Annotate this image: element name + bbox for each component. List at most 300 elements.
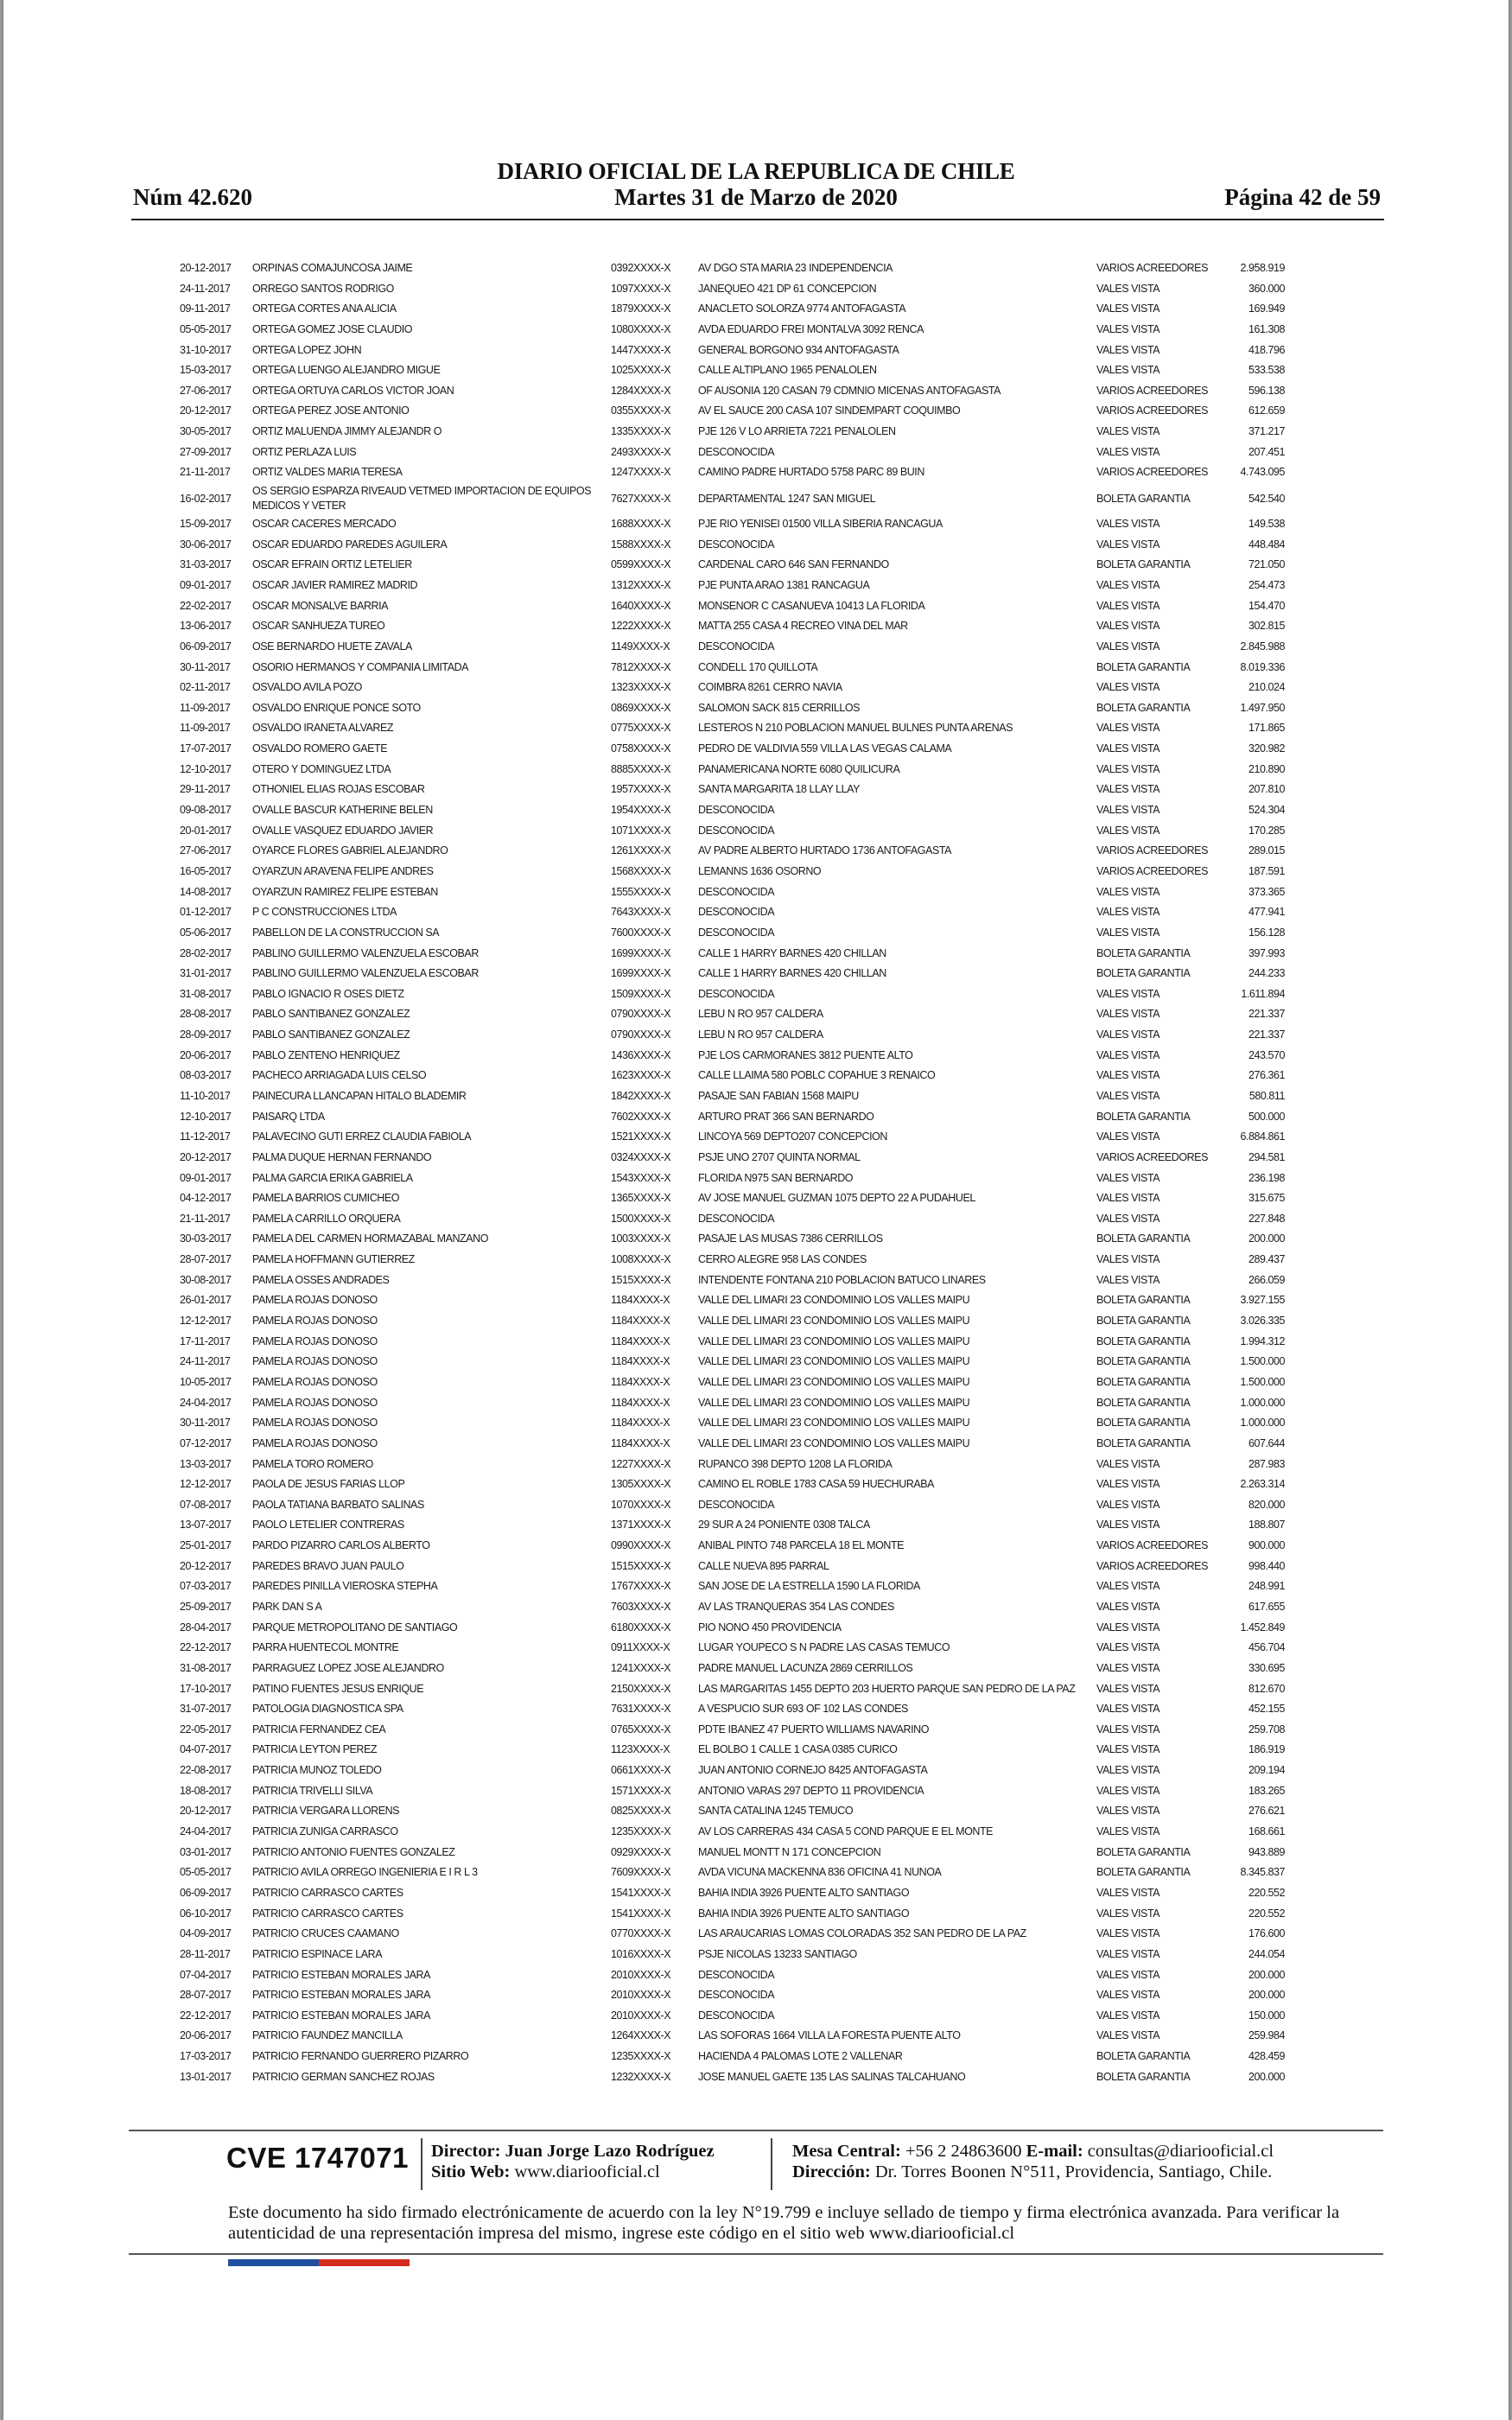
amount-cell: 1.500.000 [1240, 1355, 1285, 1368]
table-row [3, 2068, 1509, 2089]
name-cell: PABLINO GUILLERMO VALENZUELA ESCOBAR [252, 967, 479, 980]
table-row [3, 1230, 1509, 1251]
name-cell: PALMA DUQUE HERNAN FERNANDO [252, 1150, 432, 1163]
name-cell: OSVALDO ENRIQUE PONCE SOTO [252, 701, 421, 714]
name-cell: PATRICIO GERMAN SANCHEZ ROJAS [252, 2070, 435, 2083]
rut-cell: 1025XXXX-X [611, 364, 671, 377]
date-cell: 05-06-2017 [180, 926, 232, 939]
address-cell: ARTURO PRAT 366 SAN BERNARDO [698, 1110, 874, 1123]
address-cell: EL BOLBO 1 CALLE 1 CASA 0385 CURICO [698, 1743, 898, 1756]
type-cell: VALES VISTA [1096, 322, 1160, 335]
table-row [3, 1761, 1509, 1782]
type-cell: BOLETA GARANTIA [1096, 967, 1191, 980]
rut-cell: 1264XXXX-X [611, 2029, 671, 2042]
name-cell: PATRICIA MUNOZ TOLEDO [252, 1764, 382, 1777]
amount-cell: 3.927.155 [1240, 1294, 1285, 1307]
name-cell: OYARCE FLORES GABRIEL ALEJANDRO [252, 844, 448, 857]
rut-cell: 1541XXXX-X [611, 1907, 671, 1920]
address-cell: LINCOYA 569 DEPTO207 CONCEPCION [698, 1130, 888, 1143]
table-row [3, 1966, 1509, 1987]
name-cell: PABLO ZENTENO HENRIQUEZ [252, 1048, 400, 1061]
amount-cell: 1.000.000 [1240, 1396, 1285, 1409]
date-cell: 05-05-2017 [180, 1866, 232, 1879]
name-cell: PAOLA TATIANA BARBATO SALINAS [252, 1498, 424, 1511]
date-cell: 07-04-2017 [180, 1968, 232, 1981]
type-cell: VALES VISTA [1096, 1028, 1160, 1041]
address-cell: LEMANNS 1636 OSORNO [698, 864, 822, 877]
name-cell: PAINECURA LLANCAPAN HITALO BLADEMIR [252, 1089, 467, 1102]
amount-cell: 320.982 [1248, 742, 1285, 755]
date-cell: 28-04-2017 [180, 1621, 232, 1634]
director-line [431, 2142, 715, 2162]
address-cell: ANTONIO VARAS 297 DEPTO 11 PROVIDENCIA [698, 1784, 924, 1797]
address-cell: A VESPUCIO SUR 693 OF 102 LAS CONDES [698, 1703, 908, 1716]
issue-date: Martes 31 de Marzo de 2020 [614, 184, 898, 210]
amount-cell: 154.470 [1248, 599, 1285, 612]
table-row [3, 1577, 1509, 1598]
date-cell: 26-01-2017 [180, 1294, 232, 1307]
table-row [3, 321, 1509, 341]
rut-cell: 1232XXXX-X [611, 2070, 671, 2083]
type-cell: VALES VISTA [1096, 1212, 1160, 1225]
type-cell: BOLETA GARANTIA [1096, 2070, 1191, 2083]
table-row [3, 1087, 1509, 1108]
name-cell: PATRICIO ANTONIO FUENTES GONZALEZ [252, 1845, 455, 1858]
table-row [3, 801, 1509, 822]
date-cell: 07-12-2017 [180, 1436, 232, 1449]
table-row [3, 1353, 1509, 1373]
address-cell: SALOMON SACK 815 CERRILLOS [698, 701, 860, 714]
address-cell: CARDENAL CARO 646 SAN FERNANDO [698, 558, 889, 571]
address-value: Dr. Torres Boonen N°511, Providencia, Santiago, Chile. [874, 2162, 1273, 2181]
address-cell: PASAJE LAS MUSAS 7386 CERRILLOS [698, 1232, 883, 1245]
rut-cell: 0758XXXX-X [611, 742, 671, 755]
date-cell: 30-08-2017 [180, 1273, 232, 1286]
table-row [3, 1475, 1509, 1496]
type-cell: VALES VISTA [1096, 445, 1160, 458]
amount-cell: 500.000 [1248, 1110, 1285, 1123]
website-link[interactable]: www.diariooficial.cl [514, 2162, 660, 2181]
name-cell: PABLO SANTIBANEZ GONZALEZ [252, 1008, 410, 1021]
flag-stripe-blue [228, 2259, 319, 2266]
amount-cell: 900.000 [1248, 1539, 1285, 1552]
address-cell: DESCONOCIDA [698, 1212, 775, 1225]
date-cell: 30-11-2017 [180, 1417, 231, 1430]
amount-cell: 170.285 [1248, 824, 1285, 837]
address-cell: CERRO ALEGRE 958 LAS CONDES [698, 1253, 867, 1266]
name-cell: PARK DAN S A [252, 1601, 322, 1613]
date-cell: 13-06-2017 [180, 620, 232, 633]
table-row [3, 1782, 1509, 1803]
address-cell: DESCONOCIDA [698, 824, 775, 837]
name-cell: PAREDES BRAVO JUAN PAULO [252, 1559, 404, 1572]
name-cell: OYARZUN ARAVENA FELIPE ANDRES [252, 864, 434, 877]
name-cell: PAMELA OSSES ANDRADES [252, 1273, 390, 1286]
amount-cell: 200.000 [1248, 1968, 1285, 1981]
name-cell: OYARZUN RAMIREZ FELIPE ESTEBAN [252, 885, 438, 898]
table-row [3, 2007, 1509, 2028]
type-cell: VALES VISTA [1096, 364, 1160, 377]
table-row [3, 2047, 1509, 2068]
address-cell: LEBU N RO 957 CALDERA [698, 1008, 823, 1021]
address-cell: DESCONOCIDA [698, 804, 775, 817]
rut-cell: 0929XXXX-X [611, 1845, 671, 1858]
date-cell: 20-12-2017 [180, 1150, 232, 1163]
type-cell: BOLETA GARANTIA [1096, 1315, 1191, 1328]
type-cell: BOLETA GARANTIA [1096, 493, 1191, 506]
amount-cell: 812.670 [1248, 1682, 1285, 1695]
name-cell: ORTEGA CORTES ANA ALICIA [252, 302, 397, 315]
amount-cell: 302.815 [1248, 620, 1285, 633]
legal-notice: Este documento ha sido firmado electrónicamente de acuerdo con la ley N°19.799 e incluye sellado de tiempo y firma electrónica avanzada. Para verificar la autenticidad de una representación impresa del mismo, ingrese este código en el sitio web www.diariooficial.cl [228, 2203, 1340, 2243]
name-cell: PATRICIO FERNANDO GUERRERO PIZARRO [252, 2050, 469, 2063]
amount-cell: 209.194 [1248, 1764, 1285, 1777]
type-cell: VARIOS ACREEDORES [1096, 1150, 1208, 1163]
table-row [3, 1210, 1509, 1231]
rut-cell: 1568XXXX-X [611, 864, 671, 877]
date-cell: 16-02-2017 [180, 493, 232, 506]
address-cell: DESCONOCIDA [698, 538, 775, 551]
footer-separator [421, 2138, 422, 2190]
rut-cell: 1227XXXX-X [611, 1457, 671, 1470]
amount-cell: 168.661 [1248, 1825, 1285, 1838]
type-cell: VALES VISTA [1096, 578, 1160, 591]
address-cell: VALLE DEL LIMARI 23 CONDOMINIO LOS VALLES MAIPU [698, 1375, 970, 1388]
amount-cell: 188.807 [1248, 1519, 1285, 1532]
rut-cell: 1543XXXX-X [611, 1171, 671, 1184]
amount-cell: 1.452.849 [1240, 1621, 1285, 1634]
address-cell: CALLE 1 HARRY BARNES 420 CHILLAN [698, 967, 886, 980]
name-cell: ORTIZ PERLAZA LUIS [252, 445, 357, 458]
rut-cell: 0661XXXX-X [611, 1764, 671, 1777]
email-link[interactable]: consultas@diariooficial.cl [1087, 2142, 1274, 2161]
address-cell: PJE PUNTA ARAO 1381 RANCAGUA [698, 578, 870, 591]
name-cell: PARDO PIZARRO CARLOS ALBERTO [252, 1539, 430, 1552]
table-row [3, 1005, 1509, 1026]
rut-cell: 1335XXXX-X [611, 425, 671, 438]
name-cell: PAMELA ROJAS DONOSO [252, 1334, 378, 1347]
table-row [3, 1516, 1509, 1537]
rut-cell: 1555XXXX-X [611, 885, 671, 898]
date-cell: 01-12-2017 [180, 906, 232, 919]
name-cell: OVALLE BASCUR KATHERINE BELEN [252, 804, 433, 817]
type-cell: VARIOS ACREEDORES [1096, 1559, 1208, 1572]
name-cell: PATRICIA ZUNIGA CARRASCO [252, 1825, 398, 1838]
rut-cell: 1235XXXX-X [611, 1825, 671, 1838]
date-cell: 14-08-2017 [180, 885, 232, 898]
date-cell: 13-03-2017 [180, 1457, 232, 1470]
address-cell: SAN JOSE DE LA ESTRELLA 1590 LA FLORIDA [698, 1580, 920, 1593]
amount-cell: 8.345.837 [1240, 1866, 1285, 1879]
table-row [3, 1435, 1509, 1455]
type-cell: VALES VISTA [1096, 1171, 1160, 1184]
address-cell: DESCONOCIDA [698, 987, 775, 1000]
type-cell: BOLETA GARANTIA [1096, 1845, 1191, 1858]
type-cell: BOLETA GARANTIA [1096, 1355, 1191, 1368]
table-row [3, 1925, 1509, 1946]
amount-cell: 533.538 [1248, 364, 1285, 377]
amount-cell: 207.810 [1248, 783, 1285, 796]
address-cell: LAS MARGARITAS 1455 DEPTO 203 HUERTO PARQUE SAN PEDRO DE LA PAZ [698, 1682, 1076, 1695]
rut-cell: 1184XXXX-X [611, 1396, 670, 1409]
table-row [3, 556, 1509, 576]
amount-cell: 3.026.335 [1240, 1315, 1285, 1328]
name-cell: ORPINAS COMAJUNCOSA JAIME [252, 262, 413, 274]
rut-cell: 1371XXXX-X [611, 1519, 671, 1532]
date-cell: 29-11-2017 [180, 783, 231, 796]
name-cell: PAMELA ROJAS DONOSO [252, 1375, 378, 1388]
rut-cell: 1509XXXX-X [611, 987, 671, 1000]
date-cell: 25-01-2017 [180, 1539, 232, 1552]
type-cell: VALES VISTA [1096, 1723, 1160, 1735]
address-cell: AV PADRE ALBERTO HURTADO 1736 ANTOFAGASTA [698, 844, 952, 857]
amount-cell: 580.811 [1248, 1089, 1285, 1102]
date-cell: 12-10-2017 [180, 762, 232, 775]
rut-cell: 2150XXXX-X [611, 1682, 671, 1695]
address-cell: FLORIDA N975 SAN BERNARDO [698, 1171, 854, 1184]
type-cell: VALES VISTA [1096, 722, 1160, 735]
date-cell: 28-11-2017 [180, 1947, 231, 1960]
type-cell: BOLETA GARANTIA [1096, 1232, 1191, 1245]
table-row [3, 699, 1509, 720]
address-cell: CAMINO PADRE HURTADO 5758 PARC 89 BUIN [698, 466, 924, 479]
date-cell: 20-12-2017 [180, 404, 232, 417]
amount-cell: 524.304 [1248, 804, 1285, 817]
table-row [3, 280, 1509, 301]
rut-cell: 6180XXXX-X [611, 1621, 671, 1634]
date-cell: 07-08-2017 [180, 1498, 232, 1511]
table-row [3, 1251, 1509, 1271]
rut-cell: 0825XXXX-X [611, 1805, 671, 1818]
date-cell: 15-09-2017 [180, 518, 232, 531]
type-cell: VALES VISTA [1096, 620, 1160, 633]
amount-cell: 1.500.000 [1240, 1375, 1285, 1388]
date-cell: 15-03-2017 [180, 364, 232, 377]
rut-cell: 0869XXXX-X [611, 701, 671, 714]
table-row [3, 361, 1509, 382]
table-row [3, 1312, 1509, 1333]
table-row [3, 842, 1509, 863]
date-cell: 20-12-2017 [180, 1805, 232, 1818]
type-cell: VALES VISTA [1096, 1621, 1160, 1634]
type-cell: VALES VISTA [1096, 302, 1160, 315]
type-cell: VALES VISTA [1096, 783, 1160, 796]
name-cell: PATRICIA LEYTON PEREZ [252, 1743, 378, 1756]
type-cell: VALES VISTA [1096, 742, 1160, 755]
rut-cell: 1699XXXX-X [611, 967, 671, 980]
rut-cell: 1541XXXX-X [611, 1886, 671, 1899]
name-cell: PAMELA ROJAS DONOSO [252, 1294, 378, 1307]
name-cell: PAMELA CARRILLO ORQUERA [252, 1212, 401, 1225]
rut-cell: 1842XXXX-X [611, 1089, 671, 1102]
address-cell: PDTE IBANEZ 47 PUERTO WILLIAMS NAVARINO [698, 1723, 930, 1735]
amount-cell: 248.991 [1248, 1580, 1285, 1593]
date-cell: 10-05-2017 [180, 1375, 232, 1388]
address-cell: RUPANCO 398 DEPTO 1208 LA FLORIDA [698, 1457, 893, 1470]
type-cell: BOLETA GARANTIA [1096, 1396, 1191, 1409]
date-cell: 04-12-2017 [180, 1192, 232, 1205]
address-cell: DESCONOCIDA [698, 926, 775, 939]
amount-cell: 397.993 [1248, 946, 1285, 959]
table-row [3, 1884, 1509, 1905]
address-cell: SANTA CATALINA 1245 TEMUCO [698, 1805, 854, 1818]
address-cell: CALLE NUEVA 895 PARRAL [698, 1559, 829, 1572]
table-row [3, 985, 1509, 1006]
name-cell: PAISARQ LTDA [252, 1110, 325, 1123]
name-cell: PABELLON DE LA CONSTRUCCION SA [252, 926, 440, 939]
rut-cell: 1123XXXX-X [611, 1743, 670, 1756]
table-row [3, 924, 1509, 945]
name-cell: PATRICIO FAUNDEZ MANCILLA [252, 2029, 403, 2042]
type-cell: VALES VISTA [1096, 1601, 1160, 1613]
rut-cell: 1071XXXX-X [611, 824, 671, 837]
name-cell: OSE BERNARDO HUETE ZAVALA [252, 640, 412, 653]
table-row [3, 659, 1509, 679]
rut-cell: 1016XXXX-X [611, 1947, 671, 1960]
address-cell: DESCONOCIDA [698, 445, 775, 458]
type-cell: BOLETA GARANTIA [1096, 558, 1191, 571]
amount-cell: 1.000.000 [1240, 1417, 1285, 1430]
address-cell: VALLE DEL LIMARI 23 CONDOMINIO LOS VALLES MAIPU [698, 1396, 970, 1409]
address-cell: LUGAR YOUPECO S N PADRE LAS CASAS TEMUCO [698, 1641, 950, 1654]
rut-cell: 1954XXXX-X [611, 804, 671, 817]
date-cell: 27-06-2017 [180, 384, 232, 397]
date-cell: 30-03-2017 [180, 1232, 232, 1245]
date-cell: 11-12-2017 [180, 1130, 231, 1143]
date-cell: 25-09-2017 [180, 1601, 232, 1613]
name-cell: PAOLO LETELIER CONTRERAS [252, 1519, 404, 1532]
amount-cell: 330.695 [1248, 1661, 1285, 1674]
name-cell: OSVALDO IRANETA ALVAREZ [252, 722, 394, 735]
date-cell: 11-10-2017 [180, 1089, 231, 1102]
amount-cell: 266.059 [1248, 1273, 1285, 1286]
name-cell: ORTEGA LOPEZ JOHN [252, 343, 362, 356]
amount-cell: 2.958.919 [1240, 262, 1285, 274]
name-cell: ORTEGA ORTUYA CARLOS VICTOR JOAN [252, 384, 454, 397]
type-cell: VALES VISTA [1096, 1886, 1160, 1899]
address-cell: HACIENDA 4 PALOMAS LOTE 2 VALLENAR [698, 2050, 903, 2063]
address-cell: LAS SOFORAS 1664 VILLA LA FORESTA PUENTE ALTO [698, 2029, 961, 2042]
rut-cell: 7600XXXX-X [611, 926, 671, 939]
address-cell: CAMINO EL ROBLE 1783 CASA 59 HUECHURABA [698, 1478, 935, 1491]
type-cell: BOLETA GARANTIA [1096, 1294, 1191, 1307]
name-cell: OSCAR CACERES MERCADO [252, 518, 397, 531]
table-row [3, 1108, 1509, 1129]
date-cell: 02-11-2017 [180, 681, 231, 694]
rut-cell: 1305XXXX-X [611, 1478, 671, 1491]
name-cell: PATRICIO CRUCES CAAMANO [252, 1927, 399, 1940]
table-row [3, 341, 1509, 362]
table-row [3, 1373, 1509, 1394]
name-cell: PATINO FUENTES JESUS ENRIQUE [252, 1682, 424, 1695]
table-row [3, 719, 1509, 740]
rut-cell: 7602XXXX-X [611, 1110, 671, 1123]
rut-cell: 0392XXXX-X [611, 262, 671, 274]
rut-cell: 1767XXXX-X [611, 1580, 671, 1593]
date-cell: 22-12-2017 [180, 1641, 232, 1654]
footer-divider-bottom [129, 2253, 1383, 2255]
address-cell: ANIBAL PINTO 748 PARCELA 18 EL MONTE [698, 1539, 905, 1552]
address-cell: CALLE 1 HARRY BARNES 420 CHILLAN [698, 946, 886, 959]
date-cell: 20-01-2017 [180, 824, 232, 837]
amount-cell: 149.538 [1248, 518, 1285, 531]
name-cell: PAMELA ROJAS DONOSO [252, 1315, 378, 1328]
name-cell: OSCAR JAVIER RAMIREZ MADRID [252, 578, 418, 591]
name-cell: PATRICIO CARRASCO CARTES [252, 1886, 403, 1899]
table-row [3, 617, 1509, 638]
address-cell: LEBU N RO 957 CALDERA [698, 1028, 823, 1041]
table-row [3, 1394, 1509, 1415]
rut-cell: 1436XXXX-X [611, 1048, 671, 1061]
rut-cell: 1688XXXX-X [611, 518, 671, 531]
date-cell: 06-09-2017 [180, 1886, 232, 1899]
table-row [3, 883, 1509, 904]
rut-cell: 1588XXXX-X [611, 538, 671, 551]
amount-cell: 221.337 [1248, 1008, 1285, 1021]
rut-cell: 1284XXXX-X [611, 384, 671, 397]
date-cell: 12-12-2017 [180, 1478, 232, 1491]
amount-cell: 998.440 [1248, 1559, 1285, 1572]
address-cell: PSJE UNO 2707 QUINTA NORMAL [698, 1150, 861, 1163]
table-row [3, 423, 1509, 443]
name-cell: PACHECO ARRIAGADA LUIS CELSO [252, 1069, 427, 1082]
table-row [3, 1823, 1509, 1844]
table-row [3, 1700, 1509, 1721]
name-cell: OTERO Y DOMINGUEZ LTDA [252, 762, 391, 775]
name-cell: PATOLOGIA DIAGNOSTICA SPA [252, 1703, 403, 1716]
amount-cell: 156.128 [1248, 926, 1285, 939]
address-cell: LAS ARAUCARIAS LOMAS COLORADAS 352 SAN PEDRO DE LA PAZ [698, 1927, 1026, 1940]
rut-cell: 1184XXXX-X [611, 1355, 670, 1368]
table-row [3, 1333, 1509, 1353]
type-cell: VALES VISTA [1096, 1825, 1160, 1838]
table-row [3, 1169, 1509, 1190]
type-cell: VALES VISTA [1096, 1927, 1160, 1940]
amount-cell: 186.919 [1248, 1743, 1285, 1756]
date-cell: 20-12-2017 [180, 262, 232, 274]
type-cell: VALES VISTA [1096, 762, 1160, 775]
name-cell: PAMELA ROJAS DONOSO [252, 1355, 378, 1368]
type-cell: VALES VISTA [1096, 640, 1160, 653]
type-cell: BOLETA GARANTIA [1096, 1375, 1191, 1388]
name-cell: ORTEGA PEREZ JOSE ANTONIO [252, 404, 410, 417]
date-cell: 27-06-2017 [180, 844, 232, 857]
name-cell: OSVALDO ROMERO GAETE [252, 742, 388, 755]
table-row [3, 965, 1509, 985]
type-cell: VALES VISTA [1096, 824, 1160, 837]
date-cell: 22-02-2017 [180, 599, 232, 612]
date-cell: 06-09-2017 [180, 640, 232, 653]
date-cell: 20-06-2017 [180, 1048, 232, 1061]
date-cell: 24-11-2017 [180, 282, 231, 295]
table-row [3, 1537, 1509, 1557]
amount-cell: 542.540 [1248, 493, 1285, 506]
issue-number: Núm 42.620 [133, 184, 253, 210]
type-cell: VALES VISTA [1096, 681, 1160, 694]
amount-cell: 259.708 [1248, 1723, 1285, 1735]
type-cell: BOLETA GARANTIA [1096, 701, 1191, 714]
type-cell: BOLETA GARANTIA [1096, 2050, 1191, 2063]
rut-cell: 7603XXXX-X [611, 1601, 671, 1613]
address-cell: MONSENOR C CASANUEVA 10413 LA FLORIDA [698, 599, 925, 612]
director-name: Juan Jorge Lazo Rodríguez [505, 2142, 715, 2161]
address-cell: GENERAL BORGONO 934 ANTOFAGASTA [698, 343, 899, 356]
records-table [3, 259, 1509, 2088]
name-cell: OSCAR SANHUEZA TUREO [252, 620, 385, 633]
amount-cell: 259.984 [1248, 2029, 1285, 2042]
address-cell: ANACLETO SOLORZA 9774 ANTOFAGASTA [698, 302, 906, 315]
table-row [3, 536, 1509, 557]
